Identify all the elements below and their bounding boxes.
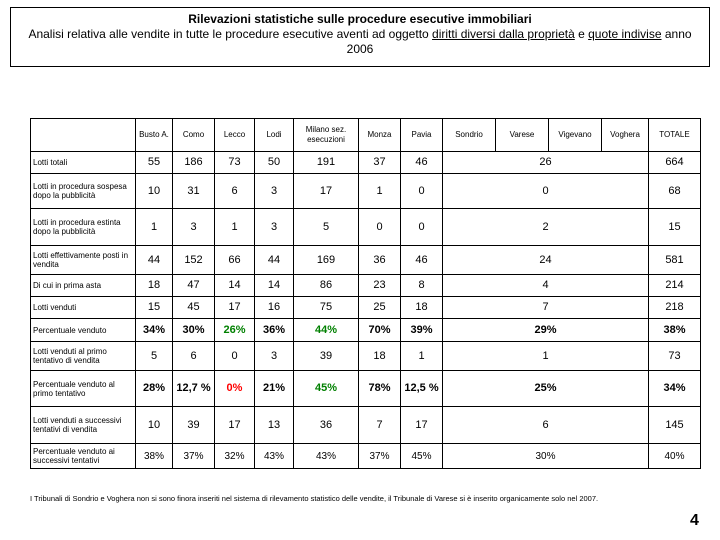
table-cell: 2 [443,209,649,246]
table-cell: 13 [255,407,294,444]
table-row [31,407,701,444]
table-cell: 30% [173,319,215,342]
table-cell: 45% [294,371,359,407]
row-label: Lotti venduti al primo tentativo di vendita [31,342,136,371]
table-row [31,209,701,246]
table-cell: 34% [136,319,173,342]
table-cell: 5 [136,342,173,371]
page-number: 4 [690,512,699,529]
table-cell: 37% [173,444,215,469]
document-header [10,7,710,67]
table-cell: 39 [294,342,359,371]
table-row [31,246,701,275]
table-cell: 86 [294,275,359,297]
table-cell: 0 [401,174,443,209]
table-row [31,152,701,174]
table-cell: 7 [359,407,401,444]
subtitle-underlined-2: quote indivise [588,27,662,41]
table-cell: 45% [401,444,443,469]
column-header: Voghera [602,119,649,152]
row-label: Lotti totali [31,152,136,174]
table-cell: 145 [649,407,701,444]
table-cell: 17 [215,297,255,319]
table-cell: 32% [215,444,255,469]
table-row [31,444,701,469]
column-header: Vigevano [549,119,602,152]
table-row [31,319,701,342]
table-cell: 152 [173,246,215,275]
table-cell: 40% [649,444,701,469]
table-cell: 581 [649,246,701,275]
row-label: Percentuale venduto al primo tentativo [31,371,136,407]
table-cell: 191 [294,152,359,174]
document-subtitle [17,27,703,57]
table-cell: 23 [359,275,401,297]
subtitle-part-2: e [574,27,589,41]
table-cell: 37 [359,152,401,174]
table-cell: 12,7 % [173,371,215,407]
footnote: I Tribunali di Sondrio e Voghera non si sono finora inseriti nel sistema di rilevamento statistico delle vendite, il Tribunale di Varese si è inserito organicamente solo nel 2007. [30,494,599,503]
document-title: Rilevazioni statistiche sulle procedure esecutive immobiliari [188,12,532,26]
column-header: Monza [359,119,401,152]
row-label: Lotti in procedura estinta dopo la pubblicità [31,209,136,246]
table-cell: 0 [215,342,255,371]
table-row [31,174,701,209]
table-cell: 214 [649,275,701,297]
table-cell: 26% [215,319,255,342]
table-cell: 15 [136,297,173,319]
table-cell: 37% [359,444,401,469]
table-cell: 55 [136,152,173,174]
table-cell: 39 [173,407,215,444]
row-label: Percentuale venduto ai successivi tentativi [31,444,136,469]
table-cell: 169 [294,246,359,275]
table-cell: 3 [255,342,294,371]
table-cell: 17 [294,174,359,209]
subtitle-part-1: Analisi relativa alle vendite in tutte le procedure esecutive aventi ad oggetto [28,27,433,41]
table-cell: 34% [649,371,701,407]
table-cell: 6 [215,174,255,209]
table-cell: 10 [136,407,173,444]
column-header: Varese [496,119,549,152]
table-cell: 17 [215,407,255,444]
column-header: Milano sez. esecuzioni [294,119,359,152]
table-cell: 38% [649,319,701,342]
table-cell: 29% [443,319,649,342]
table-cell: 36 [359,246,401,275]
row-label: Lotti in procedura sospesa dopo la pubblicità [31,174,136,209]
table-cell: 47 [173,275,215,297]
table-cell: 18 [401,297,443,319]
table-row [31,342,701,371]
table-cell: 50 [255,152,294,174]
table-cell: 1 [401,342,443,371]
table-row [31,275,701,297]
table-cell: 15 [649,209,701,246]
column-header: Como [173,119,215,152]
table-cell: 18 [136,275,173,297]
table-cell: 75 [294,297,359,319]
table-cell: 218 [649,297,701,319]
table-cell: 0% [215,371,255,407]
table-cell: 1 [136,209,173,246]
table-cell: 43% [294,444,359,469]
table-cell: 39% [401,319,443,342]
table-header-row [31,119,701,152]
table-cell: 6 [173,342,215,371]
table-cell: 73 [649,342,701,371]
table-body [31,152,701,469]
table-cell: 3 [255,174,294,209]
table-row [31,371,701,407]
column-header: Sondrio [443,119,496,152]
table-cell: 4 [443,275,649,297]
table-cell: 0 [359,209,401,246]
table-cell: 186 [173,152,215,174]
table-cell: 8 [401,275,443,297]
table-cell: 46 [401,246,443,275]
table-cell: 24 [443,246,649,275]
table-cell: 16 [255,297,294,319]
table-cell: 21% [255,371,294,407]
statistics-table [30,118,701,469]
table-cell: 25% [443,371,649,407]
row-label: Di cui in prima asta [31,275,136,297]
table-cell: 1 [359,174,401,209]
table-cell: 6 [443,407,649,444]
column-header: Lodi [255,119,294,152]
row-label: Lotti effettivamente posti in vendita [31,246,136,275]
table-row [31,297,701,319]
table-cell: 3 [173,209,215,246]
column-header: Busto A. [136,119,173,152]
table-cell: 73 [215,152,255,174]
table-cell: 28% [136,371,173,407]
subtitle-part-3: anno 2006 [346,27,692,56]
table-cell: 26 [443,152,649,174]
table-cell: 36% [255,319,294,342]
table-cell: 10 [136,174,173,209]
header-corner-cell [31,119,136,152]
table-cell: 68 [649,174,701,209]
table-cell: 7 [443,297,649,319]
table-cell: 44 [136,246,173,275]
row-label: Lotti venduti a successivi tentativi di vendita [31,407,136,444]
table-cell: 44% [294,319,359,342]
table-cell: 14 [255,275,294,297]
table-cell: 17 [401,407,443,444]
table-cell: 44 [255,246,294,275]
table-cell: 0 [443,174,649,209]
row-label: Lotti venduti [31,297,136,319]
table-cell: 14 [215,275,255,297]
column-header: Lecco [215,119,255,152]
column-header: Pavia [401,119,443,152]
table-cell: 1 [443,342,649,371]
table-cell: 18 [359,342,401,371]
table-cell: 45 [173,297,215,319]
table-cell: 3 [255,209,294,246]
table-cell: 70% [359,319,401,342]
table-cell: 78% [359,371,401,407]
table-cell: 25 [359,297,401,319]
table-cell: 0 [401,209,443,246]
table-cell: 46 [401,152,443,174]
column-header: TOTALE [649,119,701,152]
row-label: Percentuale venduto [31,319,136,342]
table-cell: 5 [294,209,359,246]
subtitle-underlined-1: diritti diversi dalla proprietà [432,27,575,41]
table-cell: 66 [215,246,255,275]
table-cell: 30% [443,444,649,469]
table-cell: 38% [136,444,173,469]
table-cell: 12,5 % [401,371,443,407]
table-cell: 31 [173,174,215,209]
table-cell: 36 [294,407,359,444]
table-cell: 43% [255,444,294,469]
table-cell: 664 [649,152,701,174]
table-cell: 1 [215,209,255,246]
